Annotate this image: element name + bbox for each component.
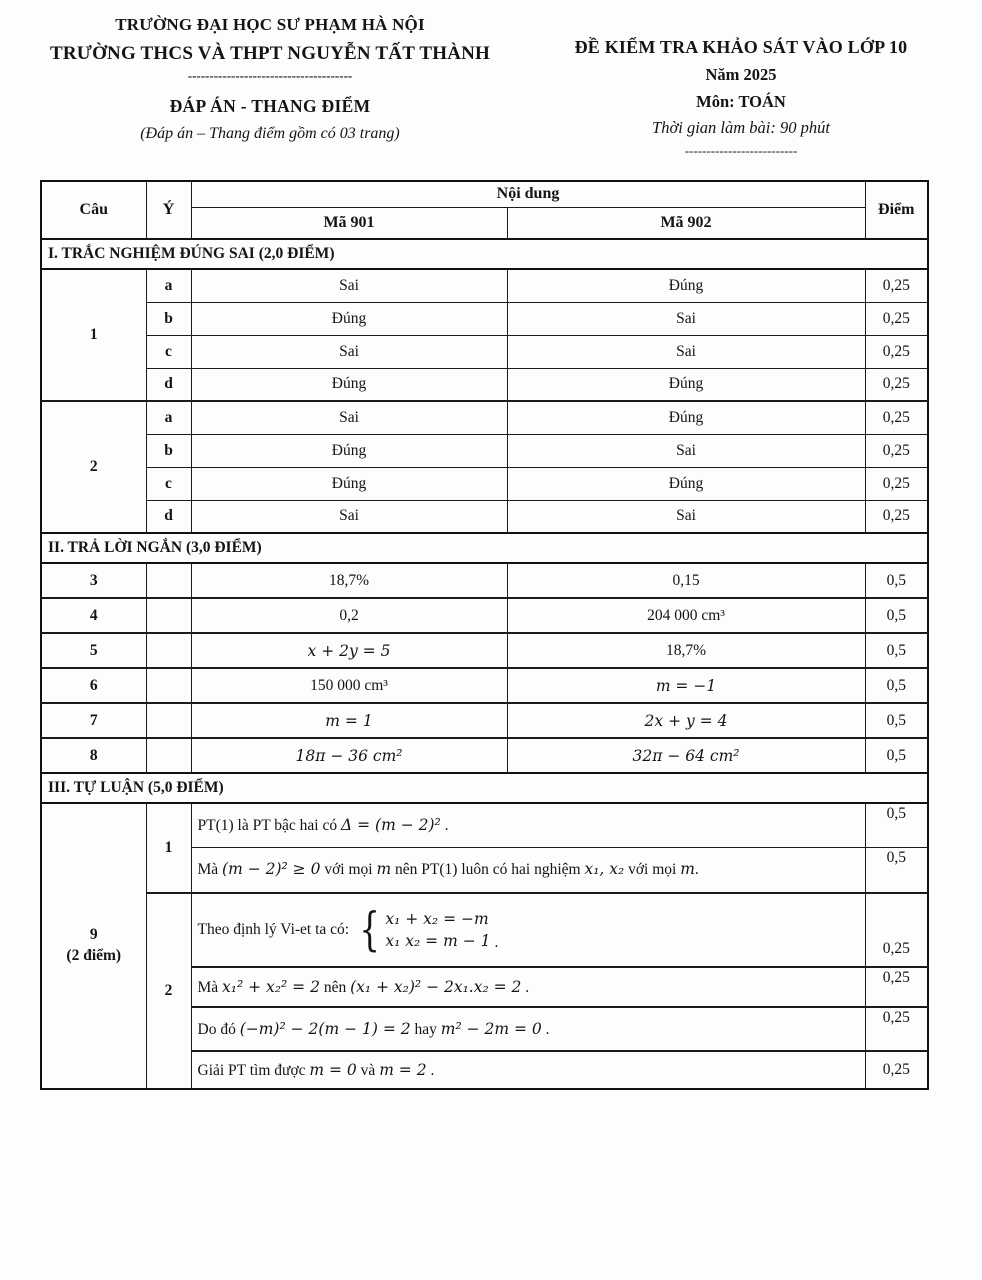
system-line-1: x₁ + x₂ = −m [385, 909, 489, 928]
cell-y-empty [146, 563, 191, 598]
exam-subject: Môn: TOÁN [696, 91, 786, 111]
cell-diem: 0,25 [865, 467, 928, 500]
cell-diem: 0,5 [865, 847, 928, 893]
cell-ma901: Đúng [191, 302, 507, 335]
brace-glyph: { [359, 902, 380, 957]
table-row [41, 563, 928, 598]
cell-cau-9 [41, 803, 146, 1089]
cell-ma902: Đúng [507, 368, 865, 401]
table-row [41, 467, 928, 500]
exam-duration: Thời gian làm bài: 90 phút [652, 118, 830, 138]
cell-ma902: 0,15 [507, 563, 865, 598]
table-row [41, 302, 928, 335]
cell-ma901: 150 000 cm³ [191, 668, 507, 703]
cell-cau: 7 [41, 703, 146, 738]
exam-year: Năm 2025 [705, 65, 777, 85]
header-ma901: Mã 901 [191, 207, 507, 239]
exam-title: ĐỀ KIỂM TRA KHẢO SÁT VÀO LỚP 10 [574, 37, 908, 57]
cell-ma902: 32π − 64 cm² [507, 738, 865, 773]
cell-ma901: Sai [191, 335, 507, 368]
cell-cau: 8 [41, 738, 146, 773]
table-header-row [41, 181, 928, 207]
cell-ma902: Đúng [507, 269, 865, 302]
table-row [41, 703, 928, 738]
cell-part-2: 2 [146, 893, 191, 1089]
cell-diem: 0,5 [865, 803, 928, 847]
solution-text: Giải PT tìm được m = 0 và m = 2 . [191, 1051, 865, 1089]
table-row [41, 500, 928, 533]
cell-ma902: Sai [507, 434, 865, 467]
cell-diem: 0,5 [865, 703, 928, 738]
cell-ma902: Sai [507, 335, 865, 368]
cell-y-empty [146, 668, 191, 703]
table-row [41, 401, 928, 434]
cell-diem: 0,25 [865, 500, 928, 533]
table-row [41, 893, 928, 967]
cell-ma901: Đúng [191, 434, 507, 467]
cell-ma901: 18,7% [191, 563, 507, 598]
cell-diem: 0,25 [865, 302, 928, 335]
cell-diem: 0,25 [865, 401, 928, 434]
table-row [41, 269, 928, 302]
cell-y-empty [146, 703, 191, 738]
cell-cau: 3 [41, 563, 146, 598]
header-noi-dung: Nội dung [191, 181, 865, 207]
header-diem: Điểm [865, 181, 928, 239]
header-y: Ý [146, 181, 191, 239]
cell-y: c [146, 467, 191, 500]
table-row [41, 668, 928, 703]
cell-part-1: 1 [146, 803, 191, 893]
cell-diem: 0,25 [865, 967, 928, 1007]
answer-key-note: (Đáp án – Thang điểm gồm có 03 trang) [140, 124, 400, 142]
header-cau: Câu [41, 181, 146, 239]
cell-ma902: 204 000 cm³ [507, 598, 865, 633]
cell-ma901: 18π − 36 cm² [191, 738, 507, 773]
cell-diem: 0,5 [865, 598, 928, 633]
solution-text: PT(1) là PT bậc hai có Δ = (m − 2)² . [191, 803, 865, 847]
cell-ma901: Sai [191, 500, 507, 533]
cell-y: b [146, 302, 191, 335]
cell-ma901: Sai [191, 269, 507, 302]
table-row [41, 434, 928, 467]
cell-ma902: Sai [507, 302, 865, 335]
cell-y: b [146, 434, 191, 467]
section1-bar [41, 239, 928, 269]
cell-ma901: m = 1 [191, 703, 507, 738]
system-line-2: x₁ x₂ = m − 1 [385, 932, 491, 950]
solution-text: Do đó (−m)² − 2(m − 1) = 2 hay m² − 2m = 0 . [191, 1007, 865, 1051]
left-divider: -------------------------------------- [187, 68, 353, 83]
answer-key-title: ĐÁP ÁN - THANG ĐIỂM [169, 96, 371, 116]
answer-key-table [40, 180, 929, 1090]
table-row [41, 633, 928, 668]
cell-y: a [146, 269, 191, 302]
solution-text-viet [191, 893, 865, 967]
cell-ma901: Sai [191, 401, 507, 434]
cell-cau: 5 [41, 633, 146, 668]
cell-ma901: Đúng [191, 467, 507, 500]
section1-title: I. TRẮC NGHIỆM ĐÚNG SAI (2,0 ĐIỂM) [41, 239, 928, 269]
cell-diem: 0,5 [865, 738, 928, 773]
section2-bar [41, 533, 928, 563]
cell-diem: 0,25 [865, 1007, 928, 1051]
equation-system [355, 902, 499, 957]
right-divider: -------------------------- [684, 142, 798, 158]
cell-diem: 0,25 [865, 269, 928, 302]
table-row [41, 335, 928, 368]
cell-cau-2: 2 [41, 401, 146, 533]
cell-diem: 0,25 [865, 434, 928, 467]
viet-prefix: Theo định lý Vi-et ta có: [197, 921, 350, 938]
cell-ma902: Đúng [507, 467, 865, 500]
cell-ma902: 2x + y = 4 [507, 703, 865, 738]
cell-cau: 4 [41, 598, 146, 633]
table-row [41, 738, 928, 773]
section3-bar [41, 773, 928, 803]
solution-text: Mà (m − 2)² ≥ 0 với mọi m nên PT(1) luôn có hai nghiệm x₁, x₂ với mọi m. [191, 847, 865, 893]
solution-text: Mà x₁² + x₂² = 2 nên (x₁ + x₂)² − 2x₁.x₂ = 2 . [191, 967, 865, 1007]
cell-cau: 6 [41, 668, 146, 703]
cell-ma901: 0,2 [191, 598, 507, 633]
cell-y-empty [146, 598, 191, 633]
question-points: (2 điểm) [66, 947, 122, 964]
section2-title: II. TRẢ LỜI NGẮN (3,0 ĐIỂM) [41, 533, 928, 563]
cell-diem: 0,5 [865, 668, 928, 703]
letterhead-right [540, 36, 942, 157]
cell-diem: 0,25 [865, 893, 928, 967]
cell-cau-1: 1 [41, 269, 146, 401]
cell-ma901: Đúng [191, 368, 507, 401]
school-name: TRƯỜNG THCS VÀ THPT NGUYỄN TẤT THÀNH [49, 43, 491, 65]
cell-y: c [146, 335, 191, 368]
cell-diem: 0,5 [865, 633, 928, 668]
cell-ma901: x + 2y = 5 [191, 633, 507, 668]
cell-ma902: Đúng [507, 401, 865, 434]
letterhead-left [26, 14, 514, 144]
cell-diem: 0,25 [865, 1051, 928, 1089]
table-row [41, 803, 928, 847]
cell-y: a [146, 401, 191, 434]
cell-ma902: m = −1 [507, 668, 865, 703]
table-row [41, 368, 928, 401]
cell-diem: 0,5 [865, 563, 928, 598]
cell-ma902: 18,7% [507, 633, 865, 668]
cell-y-empty [146, 738, 191, 773]
section3-title: III. TỰ LUẬN (5,0 ĐIỂM) [41, 773, 928, 803]
cell-y: d [146, 500, 191, 533]
university-name: TRƯỜNG ĐẠI HỌC SƯ PHẠM HÀ NỘI [115, 15, 425, 34]
cell-y-empty [146, 633, 191, 668]
cell-y: d [146, 368, 191, 401]
cell-diem: 0,25 [865, 335, 928, 368]
cell-ma902: Sai [507, 500, 865, 533]
question-number: 9 [89, 926, 98, 944]
header-ma902: Mã 902 [507, 207, 865, 239]
cell-diem: 0,25 [865, 368, 928, 401]
table-row [41, 598, 928, 633]
viet-suffix: . [494, 934, 499, 952]
